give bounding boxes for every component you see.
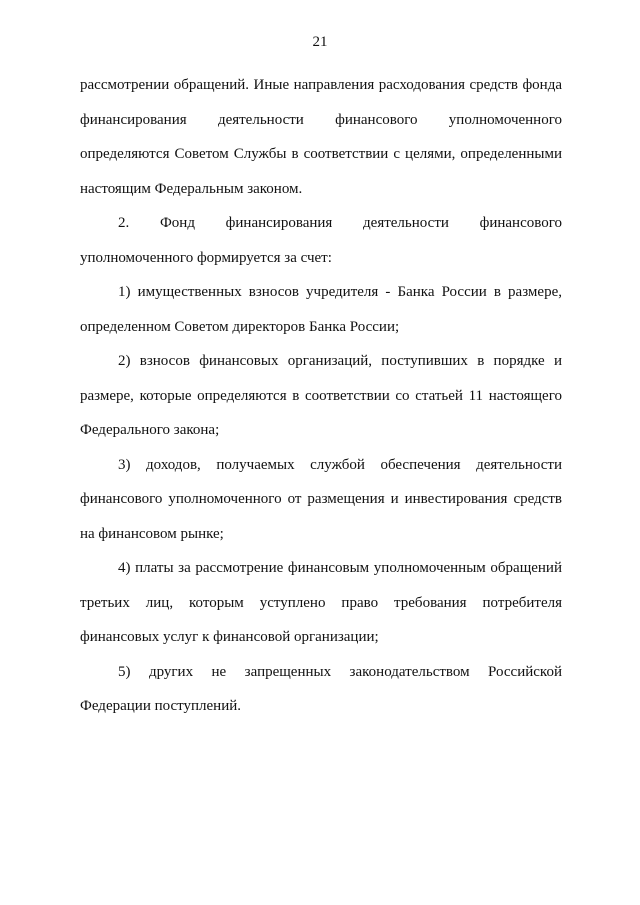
paragraph-subitem-3: 3) доходов, получаемых службой обеспечения деятельности финансового уполномоченного от размещения и инвестирования средств на финансовом рынке; xyxy=(80,456,562,542)
paragraph-item-2: 2. Фонд финансирования деятельности финансового уполномоченного формируется за счет: xyxy=(80,215,562,266)
page-number: 21 xyxy=(312,34,328,50)
paragraph-intro-continuation: рассмотрении обращений. Иные направления расходования средств фонда финансирования деятельности финансового уполномоченного определяются Советом Службы в соответствии с целями, определенными настоящим Федеральным законом. xyxy=(80,77,562,197)
paragraph-subitem-5: 5) других не запрещенных законодательством Российской Федерации поступлений. xyxy=(80,663,562,714)
document-body xyxy=(80,68,562,724)
paragraph-subitem-4: 4) платы за рассмотрение финансовым уполномоченным обращений третьих лиц, которым уступлено право требования потребителя финансовых услуг к финансовой организации; xyxy=(80,560,562,645)
paragraph-subitem-1: 1) имущественных взносов учредителя - Банка России в размере, определенном Советом директоров Банка России; xyxy=(80,284,562,335)
paragraph-subitem-2: 2) взносов финансовых организаций, поступивших в порядке и размере, которые определяются в соответствии со статьей 11 настоящего Федерального закона; xyxy=(80,353,562,438)
